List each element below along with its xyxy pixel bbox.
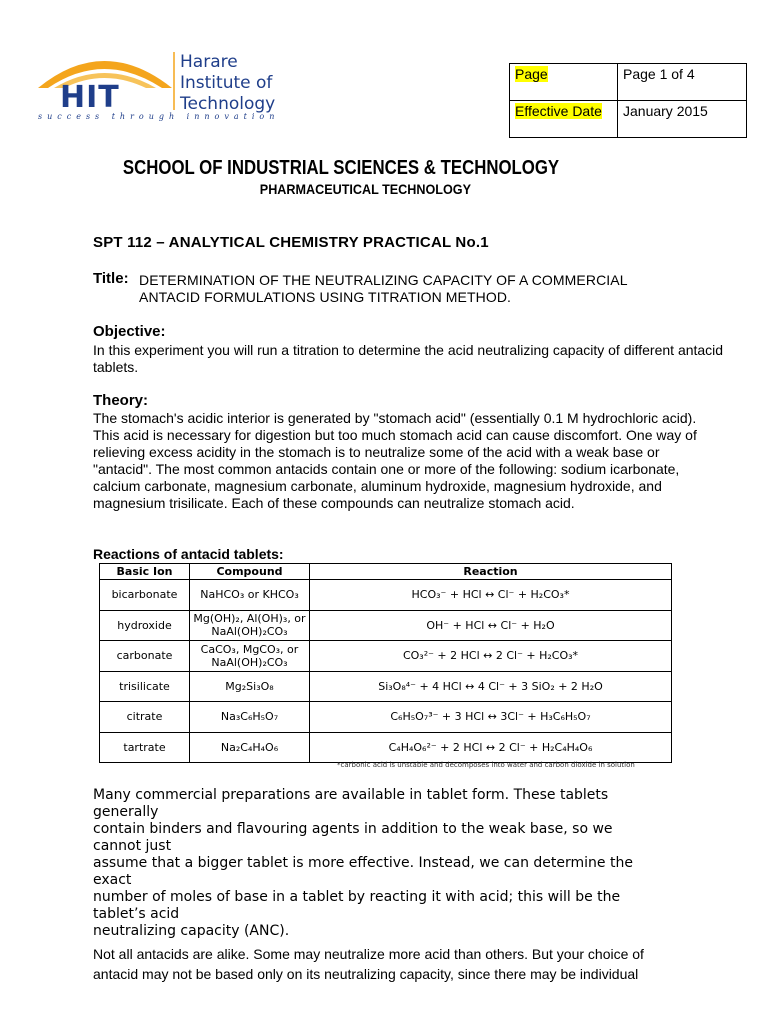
meta-row-page (510, 64, 747, 101)
cell-compound: NaHCO₃ or KHCO₃ (190, 580, 310, 611)
hit-logo (34, 48, 324, 128)
logo-name-line-2: Institute of (180, 73, 273, 93)
logo-motto: success through innovation (38, 112, 280, 121)
column-header-reaction: Reaction (310, 564, 672, 580)
logo-name-line-1: Harare (180, 52, 238, 72)
theory-heading: Theory: (93, 392, 149, 409)
cell-reaction: CO₃²⁻ + 2 HCl ↔ 2 Cl⁻ + H₂CO₃* (310, 641, 672, 672)
paragraph-line: contain binders and flavouring agents in addition to the weak base, so we (93, 821, 613, 837)
cell-compound: Mg₂Si₃O₈ (190, 671, 310, 702)
cell-reaction: C₄H₄O₆²⁻ + 2 HCl ↔ 2 Cl⁻ + H₂C₄H₄O₆ (310, 732, 672, 763)
reactions-table (99, 563, 672, 763)
title-line-1: DETERMINATION OF THE NEUTRALIZING CAPACITY OF A COMMERCIAL (139, 272, 628, 288)
cell-compound: CaCO₃, MgCO₃, or NaAl(OH)₂CO₃ (190, 641, 310, 672)
reactions-heading: Reactions of antacid tablets: (93, 546, 284, 562)
logo-name-line-3: Technology (180, 94, 276, 114)
paragraph-line: tablet’s acid (93, 906, 180, 922)
cell-ion: citrate (100, 702, 190, 733)
paragraph-line: neutralizing capacity (ANC). (93, 923, 290, 939)
cell-ion: hydroxide (100, 610, 190, 641)
paragraph-line: generally (93, 804, 159, 820)
table-row (100, 732, 672, 763)
reactions-footnote: *carbonic acid is unstable and decomposes into water and carbon dioxide in solution (337, 761, 635, 769)
column-header-compound: Compound (190, 564, 310, 580)
paragraph-line: antacid may not be based only on its neutralizing capacity, since there may be individual (93, 966, 639, 982)
cell-reaction: OH⁻ + HCl ↔ Cl⁻ + H₂O (310, 610, 672, 641)
paragraph-line: Many commercial preparations are available in tablet form. These tablets (93, 787, 609, 803)
title-label: Title: (93, 270, 129, 287)
table-row (100, 671, 672, 702)
title-line-2: ANTACID FORMULATIONS USING TITRATION METHOD. (139, 289, 512, 305)
meta-key-effective-date: Effective Date (515, 103, 602, 119)
title-text (139, 272, 739, 306)
department-heading: PHARMACEUTICAL TECHNOLOGY (259, 181, 471, 197)
logo-acronym: HIT (60, 80, 120, 115)
document-meta-table (509, 63, 747, 138)
antacid-comparison-paragraph (93, 944, 733, 984)
cell-reaction: Si₃O₈⁴⁻ + 4 HCl ↔ 4 Cl⁻ + 3 SiO₂ + 2 H₂O (310, 671, 672, 702)
theory-text: The stomach's acidic interior is generated by "stomach acid" (essentially 0.1 M hydrochloric acid). This acid is necessary for digestion but too much stomach acid can cause discomfort. One way of relieving excess acidity in the stomach is to neutralize some of the acid with a weak base or "antacid". The most common antacids contain one or more of the following: sodium icarbonate, calcium carbonate, magnesium carbonate, aluminum hydroxide, magnesium hydroxide, and magnesium trisilicate. Each of these compounds can neutralize stomach acid. (93, 410, 697, 511)
paragraph-line: Not all antacids are alike. Some may neutralize more acid than others. But your choice of (93, 946, 644, 962)
paragraph-line: cannot just (93, 838, 172, 854)
meta-value-page: Page 1 of 4 (618, 64, 747, 101)
meta-key-page: Page (515, 66, 548, 82)
paragraph-line: assume that a bigger tablet is more effective. Instead, we can determine the (93, 855, 633, 871)
meta-row-effective-date (510, 101, 747, 138)
table-row (100, 610, 672, 641)
cell-reaction: C₆H₅O₇³⁻ + 3 HCl ↔ 3Cl⁻ + H₃C₆H₅O₇ (310, 702, 672, 733)
table-row (100, 580, 672, 611)
tablet-paragraph (93, 787, 733, 940)
objective-heading: Objective: (93, 323, 166, 340)
cell-compound: Na₂C₄H₄O₆ (190, 732, 310, 763)
paragraph-line: number of moles of base in a tablet by reacting it with acid; this will be the (93, 889, 621, 905)
reactions-table-header (100, 564, 672, 580)
cell-compound: Mg(OH)₂, Al(OH)₃, or NaAl(OH)₂CO₃ (190, 610, 310, 641)
cell-ion: carbonate (100, 641, 190, 672)
cell-reaction: HCO₃⁻ + HCl ↔ Cl⁻ + H₂CO₃* (310, 580, 672, 611)
cell-ion: trisilicate (100, 671, 190, 702)
course-code-heading: SPT 112 – ANALYTICAL CHEMISTRY PRACTICAL No.1 (93, 234, 489, 251)
school-heading: SCHOOL OF INDUSTRIAL SCIENCES & TECHNOLOGY (122, 157, 560, 179)
table-row (100, 641, 672, 672)
paragraph-line: exact (93, 872, 132, 888)
cell-ion: tartrate (100, 732, 190, 763)
logo-institution-name (180, 52, 275, 115)
table-row (100, 702, 672, 733)
meta-value-effective-date: January 2015 (618, 101, 747, 138)
column-header-basic-ion: Basic Ion (100, 564, 190, 580)
cell-ion: bicarbonate (100, 580, 190, 611)
cell-compound: Na₃C₆H₅O₇ (190, 702, 310, 733)
objective-text: In this experiment you will run a titration to determine the acid neutralizing capacity of different antacid tablets. (93, 342, 724, 375)
